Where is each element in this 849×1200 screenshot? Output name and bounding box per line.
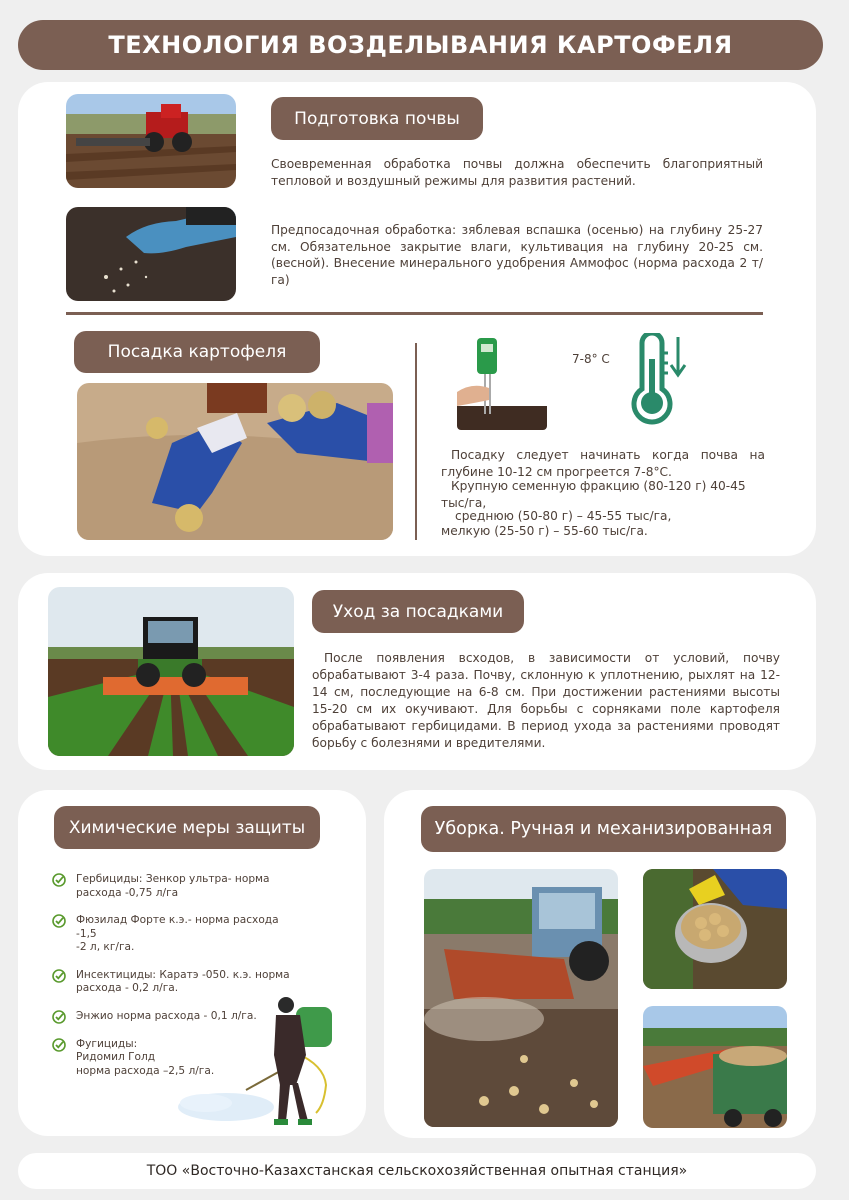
planting-paragraph-1: Посадку следует начинать когда почва на глубине 10-12 см прогреется 7-8°С. bbox=[441, 448, 765, 479]
list-item: Энжио норма расхода - 0,1 л/га. bbox=[52, 1010, 302, 1024]
hand-picking-photo bbox=[643, 869, 787, 989]
check-circle-icon bbox=[52, 969, 66, 983]
thermometer-icon bbox=[626, 333, 690, 425]
page-title: ТЕХНОЛОГИЯ ВОЗДЕЛЫВАНИЯ КАРТОФЕЛЯ bbox=[108, 31, 733, 59]
planting-paragraph-3: среднюю (50-80 г) – 45-55 тыс/га, bbox=[455, 509, 672, 523]
hand-sowing-photo bbox=[66, 207, 236, 301]
list-item: Гербициды: Зенкор ультра- норма расхода -0,75 л/га bbox=[52, 873, 302, 900]
check-circle-icon bbox=[52, 1010, 66, 1024]
planting-paragraph-4: мелкую (25-50 г) – 55-60 тыс/га. bbox=[441, 524, 648, 538]
tractor-plowing-photo bbox=[66, 94, 236, 188]
care-text: После появления всходов, в зависимости от условий, почву обрабатывают 3-4 раза. Почву, склонную к уплотнению, рыхлят на 12-14 см, последующие на 6-8 см. При достижении растениями высоты 15-20 см их окучивают. Для борьбы с сорняками поле картофеля обрабатывают гербицидами. В период ухода за растениями проводят борьбу с болезнями и вредителями. bbox=[312, 651, 780, 750]
check-circle-icon bbox=[52, 1038, 66, 1052]
footer-organization: ТОО «Восточно-Казахстанская сельскохозяйственная опытная станция» bbox=[18, 1153, 816, 1189]
sprayer-worker-illustration bbox=[176, 995, 336, 1127]
tractor-cultivation-photo bbox=[48, 587, 294, 756]
care-heading: Уход за посадками bbox=[312, 590, 524, 633]
harvester-field-photo bbox=[424, 869, 618, 1127]
list-item: Фугициды: Ридомил Голд норма расхода –2,5 л/га. bbox=[52, 1038, 302, 1079]
planting-temperature-label: 7-8° С bbox=[572, 352, 610, 366]
chem-heading: Химические меры защиты bbox=[54, 806, 320, 849]
planting-vertical-divider bbox=[415, 343, 417, 540]
check-circle-icon bbox=[52, 873, 66, 887]
soil-paragraph-2: Предпосадочная обработка: зяблевая вспашка (осенью) на глубину 25-27 см. Обязательное закрытие влаги, культивация на глубину 20-25 см. (весной). Внесение минерального удобрения Аммофос (норма расхода 2 т/га) bbox=[271, 223, 763, 287]
planting-heading: Посадка картофеля bbox=[74, 331, 320, 373]
potato-loading-photo bbox=[643, 1006, 787, 1128]
potato-planting-photo bbox=[77, 383, 393, 540]
list-item: Инсектициды: Каратэ -050. к.э. норма расхода - 0,2 л/га. bbox=[52, 969, 302, 996]
list-item: Фюзилад Форте к.э.- норма расхода -1,5 -2 л, кг/га. bbox=[52, 914, 302, 955]
title-bar bbox=[18, 20, 823, 70]
section-divider bbox=[66, 312, 763, 315]
soil-meter-photo bbox=[457, 336, 547, 430]
check-circle-icon bbox=[52, 914, 66, 928]
harvest-heading: Уборка. Ручная и механизированная bbox=[421, 806, 786, 852]
soil-paragraph-1: Своевременная обработка почвы должна обеспечить благоприятный тепловой и воздушный режимы для развития растений. bbox=[271, 157, 763, 188]
planting-paragraph-2: Крупную семенную фракцию (80-120 г) 40-45 тыс/га, bbox=[441, 479, 746, 510]
soil-heading: Подготовка почвы bbox=[271, 97, 483, 140]
